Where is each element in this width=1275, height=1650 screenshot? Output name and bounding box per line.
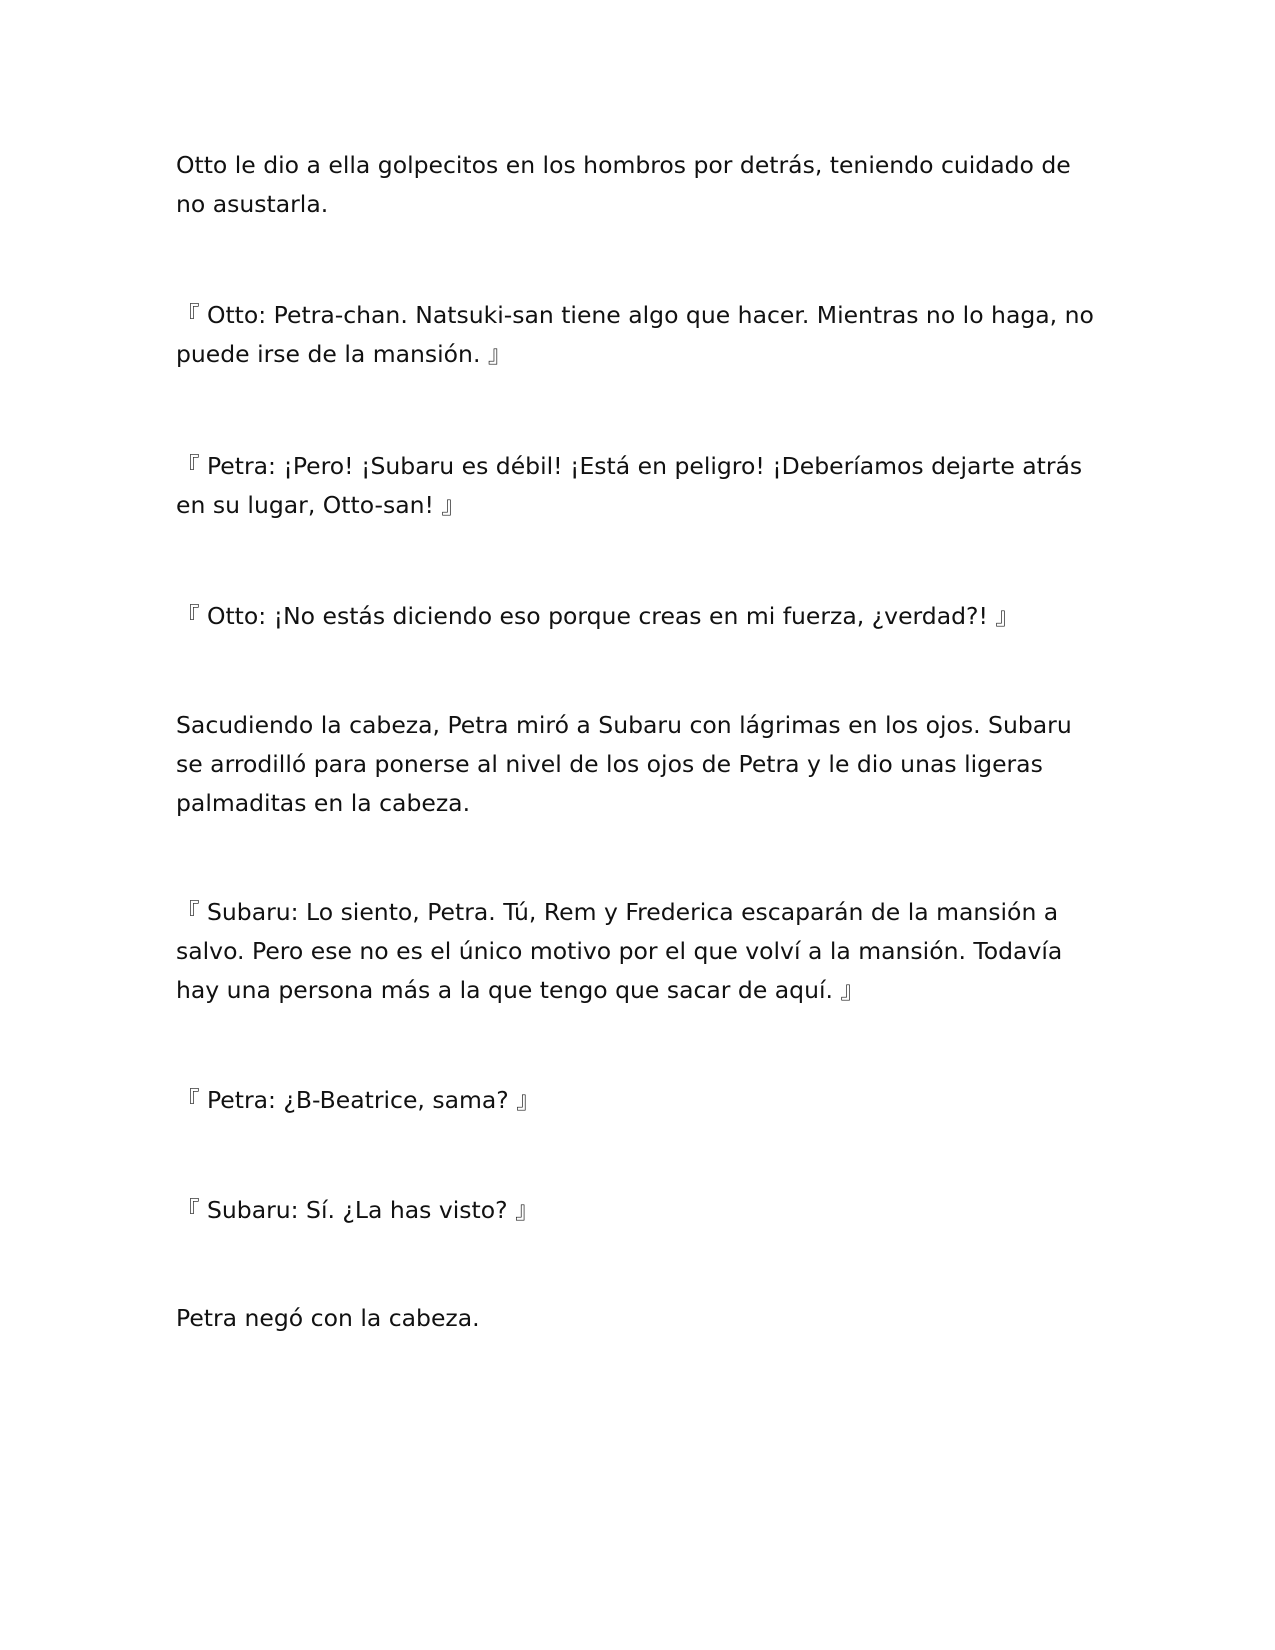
paragraph-petra-tears: Sacudiendo la cabeza, Petra miró a Subaru con lágrimas en los ojos. Subaru se arrodilló para ponerse al nivel de los ojos de Petra y le dio unas ligeras palmaditas en la cabeza. <box>176 711 1072 817</box>
dialogue-otto-strength: 『 Otto: ¡No estás diciendo eso porque creas en mi fuerza, ¿verdad?! 』 <box>176 602 1019 630</box>
dialogue-petra-beatrice: 『 Petra: ¿B-Beatrice, sama? 』 <box>176 1086 540 1114</box>
paragraph-petra-shakes-head: Petra negó con la cabeza. <box>176 1304 480 1332</box>
dialogue-subaru-seen-her: 『 Subaru: Sí. ¿La has visto? 』 <box>176 1196 539 1224</box>
dialogue-subaru-apology: 『 Subaru: Lo siento, Petra. Tú, Rem y Frederica escaparán de la mansión a salvo. Pero ese no es el único motivo por el que volví a la mansión. Todavía hay una persona más a la que tengo que sacar de aquí. 』 <box>176 898 1063 1004</box>
dialogue-petra-subaru-weak: 『 Petra: ¡Pero! ¡Subaru es débil! ¡Está en peligro! ¡Deberíamos dejarte atrás en su lugar, Otto-san! 』 <box>176 452 1083 519</box>
paragraph-otto-pats-shoulders: Otto le dio a ella golpecitos en los hombros por detrás, teniendo cuidado de no asustarla. <box>176 151 1071 218</box>
dialogue-otto-must-stay: 『 Otto: Petra-chan. Natsuki-san tiene algo que hacer. Mientras no lo haga, no puede irse de la mansión. 』 <box>176 301 1094 368</box>
